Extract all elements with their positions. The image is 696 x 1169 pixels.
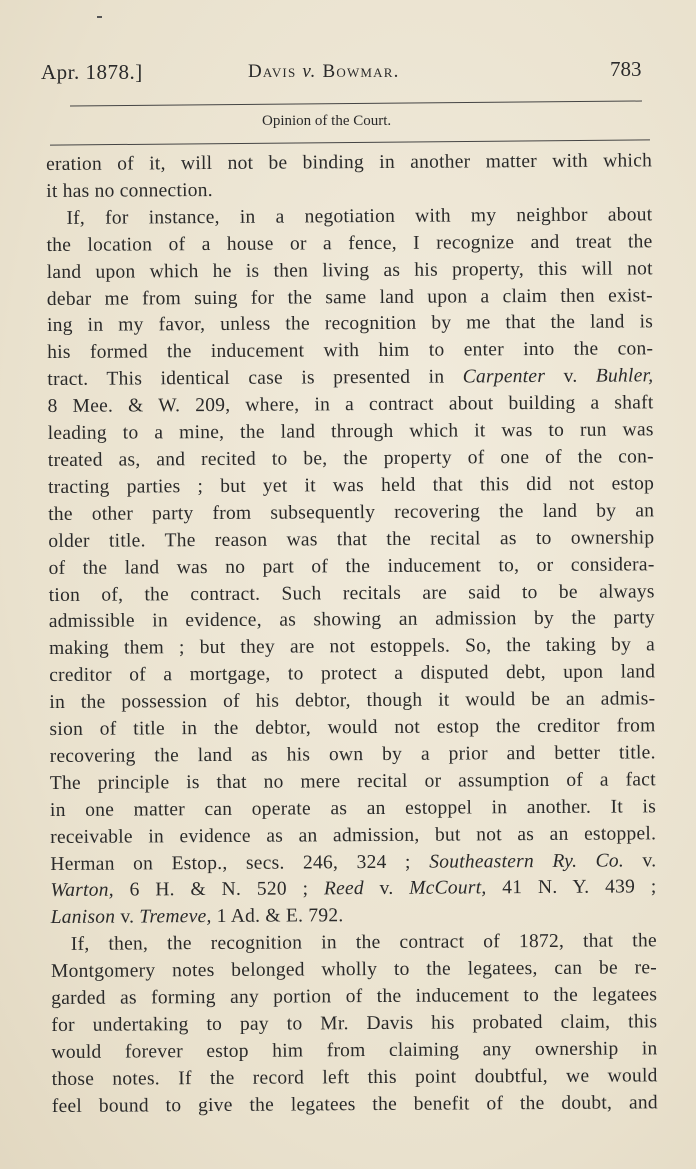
text-line: of the land was no part of the inducement to, or considera- <box>48 553 655 579</box>
text-line: in one matter can operate as an estoppel in another. It is <box>49 796 657 821</box>
text-line: ing in my favor, unless the recognition by me that the land is <box>46 311 654 337</box>
page-number: 783 <box>610 57 642 81</box>
text-line: older title. The reason was that the recital as to ownership <box>48 526 655 552</box>
text-line: leading to a mine, the land through which it was to run was <box>47 419 654 445</box>
text-run: tract. This identical case is presented in <box>47 366 463 391</box>
text-run: v. <box>115 906 140 928</box>
text-line: If, for instance, in a negotiation with my neighbor about <box>66 204 653 229</box>
citation-italic: Lanison <box>50 906 116 929</box>
citation-italic: McCourt, <box>409 877 487 900</box>
citation-italic: Carpenter <box>462 366 546 388</box>
citation-italic: Reed <box>323 878 364 900</box>
text-line: recovering the land as his own by a prior and better title. <box>49 742 656 767</box>
text-line: for undertaking to pay to Mr. Davis his probated claim, this <box>51 1011 658 1036</box>
text-line <box>47 364 653 395</box>
text-line: admissible in evidence, as showing an admission by the party <box>48 607 655 633</box>
case-party-1: Davis <box>248 61 297 82</box>
citation-italic: Buhler, <box>595 365 654 387</box>
text-line: garded as forming any portion of the inducement to the legatees <box>51 984 658 1010</box>
text-line: The principle is that no mere recital or assumption of a fact <box>49 769 656 794</box>
text-line <box>50 848 656 879</box>
citation-italic: Southeastern Ry. Co. <box>429 850 625 873</box>
header-date: Apr. 1878.] <box>41 60 143 84</box>
case-party-2: Bowmar. <box>322 61 400 82</box>
text-line: receivable in evidence as an admission, but not as an estoppel. <box>50 822 657 848</box>
ink-speck <box>97 16 102 18</box>
text-line: would forever estop him from claiming any ownership in <box>51 1038 658 1063</box>
text-line <box>51 902 657 933</box>
text-line: If, then, the recognition in the contract of 1872, that the <box>70 930 657 956</box>
text-run: Herman on Estop., secs. 246, 324 ; <box>50 851 430 875</box>
text-line: the location of a house or a fence, I recognize and treat the <box>46 231 653 256</box>
text-line: making them ; but they are not estoppels. So, the taking by a <box>48 634 656 660</box>
text-run: 1 Ad. & E. 792. <box>211 905 344 928</box>
citation-italic: Tremeve, <box>139 906 212 928</box>
opinion-body-text <box>46 148 658 1120</box>
text-line: in the possession of his debtor, though it would be an admis- <box>49 688 656 714</box>
section-subheading: Opinion of the Court. <box>262 113 392 129</box>
text-line: treated as, and recited to be, the property of one of the con- <box>47 446 654 471</box>
text-run: v. <box>363 878 410 900</box>
citation-italic: Warton, <box>50 880 114 902</box>
text-line: sion of title in the debtor, would not estop the creditor from <box>49 715 656 741</box>
header-rule-top <box>70 101 642 107</box>
text-run: 6 H. & N. 520 ; <box>113 878 324 902</box>
text-line: the other party from subsequently recovering the land by an <box>48 500 655 525</box>
text-line: his formed the inducement with him to enter into the con- <box>47 338 654 364</box>
text-line: creditor of a mortgage, to protect a disputed debt, upon land <box>49 661 656 687</box>
text-line: eration of it, will not be binding in another matter with which <box>46 150 653 175</box>
text-line: land upon which he is then living as his property, this will not <box>46 257 653 283</box>
text-line <box>50 875 656 906</box>
text-line: debar me from suing for the same land upon a claim then exist- <box>46 284 653 310</box>
text-run: v. <box>623 849 657 872</box>
text-line: tion of, the contract. Such recitals are said to be always <box>48 580 655 606</box>
case-versus: v. <box>302 61 317 82</box>
text-run: v. <box>545 365 596 388</box>
header-rule-bottom <box>50 139 650 145</box>
text-run: 41 N. Y. 439 ; <box>486 876 657 899</box>
text-line: feel bound to give the legatees the benefit of the doubt, and <box>51 1091 658 1117</box>
text-line: 8 Mee. & W. 209, where, in a contract about building a shaft <box>47 392 654 418</box>
text-line: tracting parties ; but yet it was held that this did not estop <box>47 473 655 498</box>
text-line: Montgomery notes belonged wholly to the legatees, can be re- <box>50 957 658 983</box>
running-head-case-title <box>248 61 400 83</box>
text-line: those notes. If the record left this point doubtful, we would <box>51 1065 658 1090</box>
text-line: it has no connection. <box>46 179 213 202</box>
